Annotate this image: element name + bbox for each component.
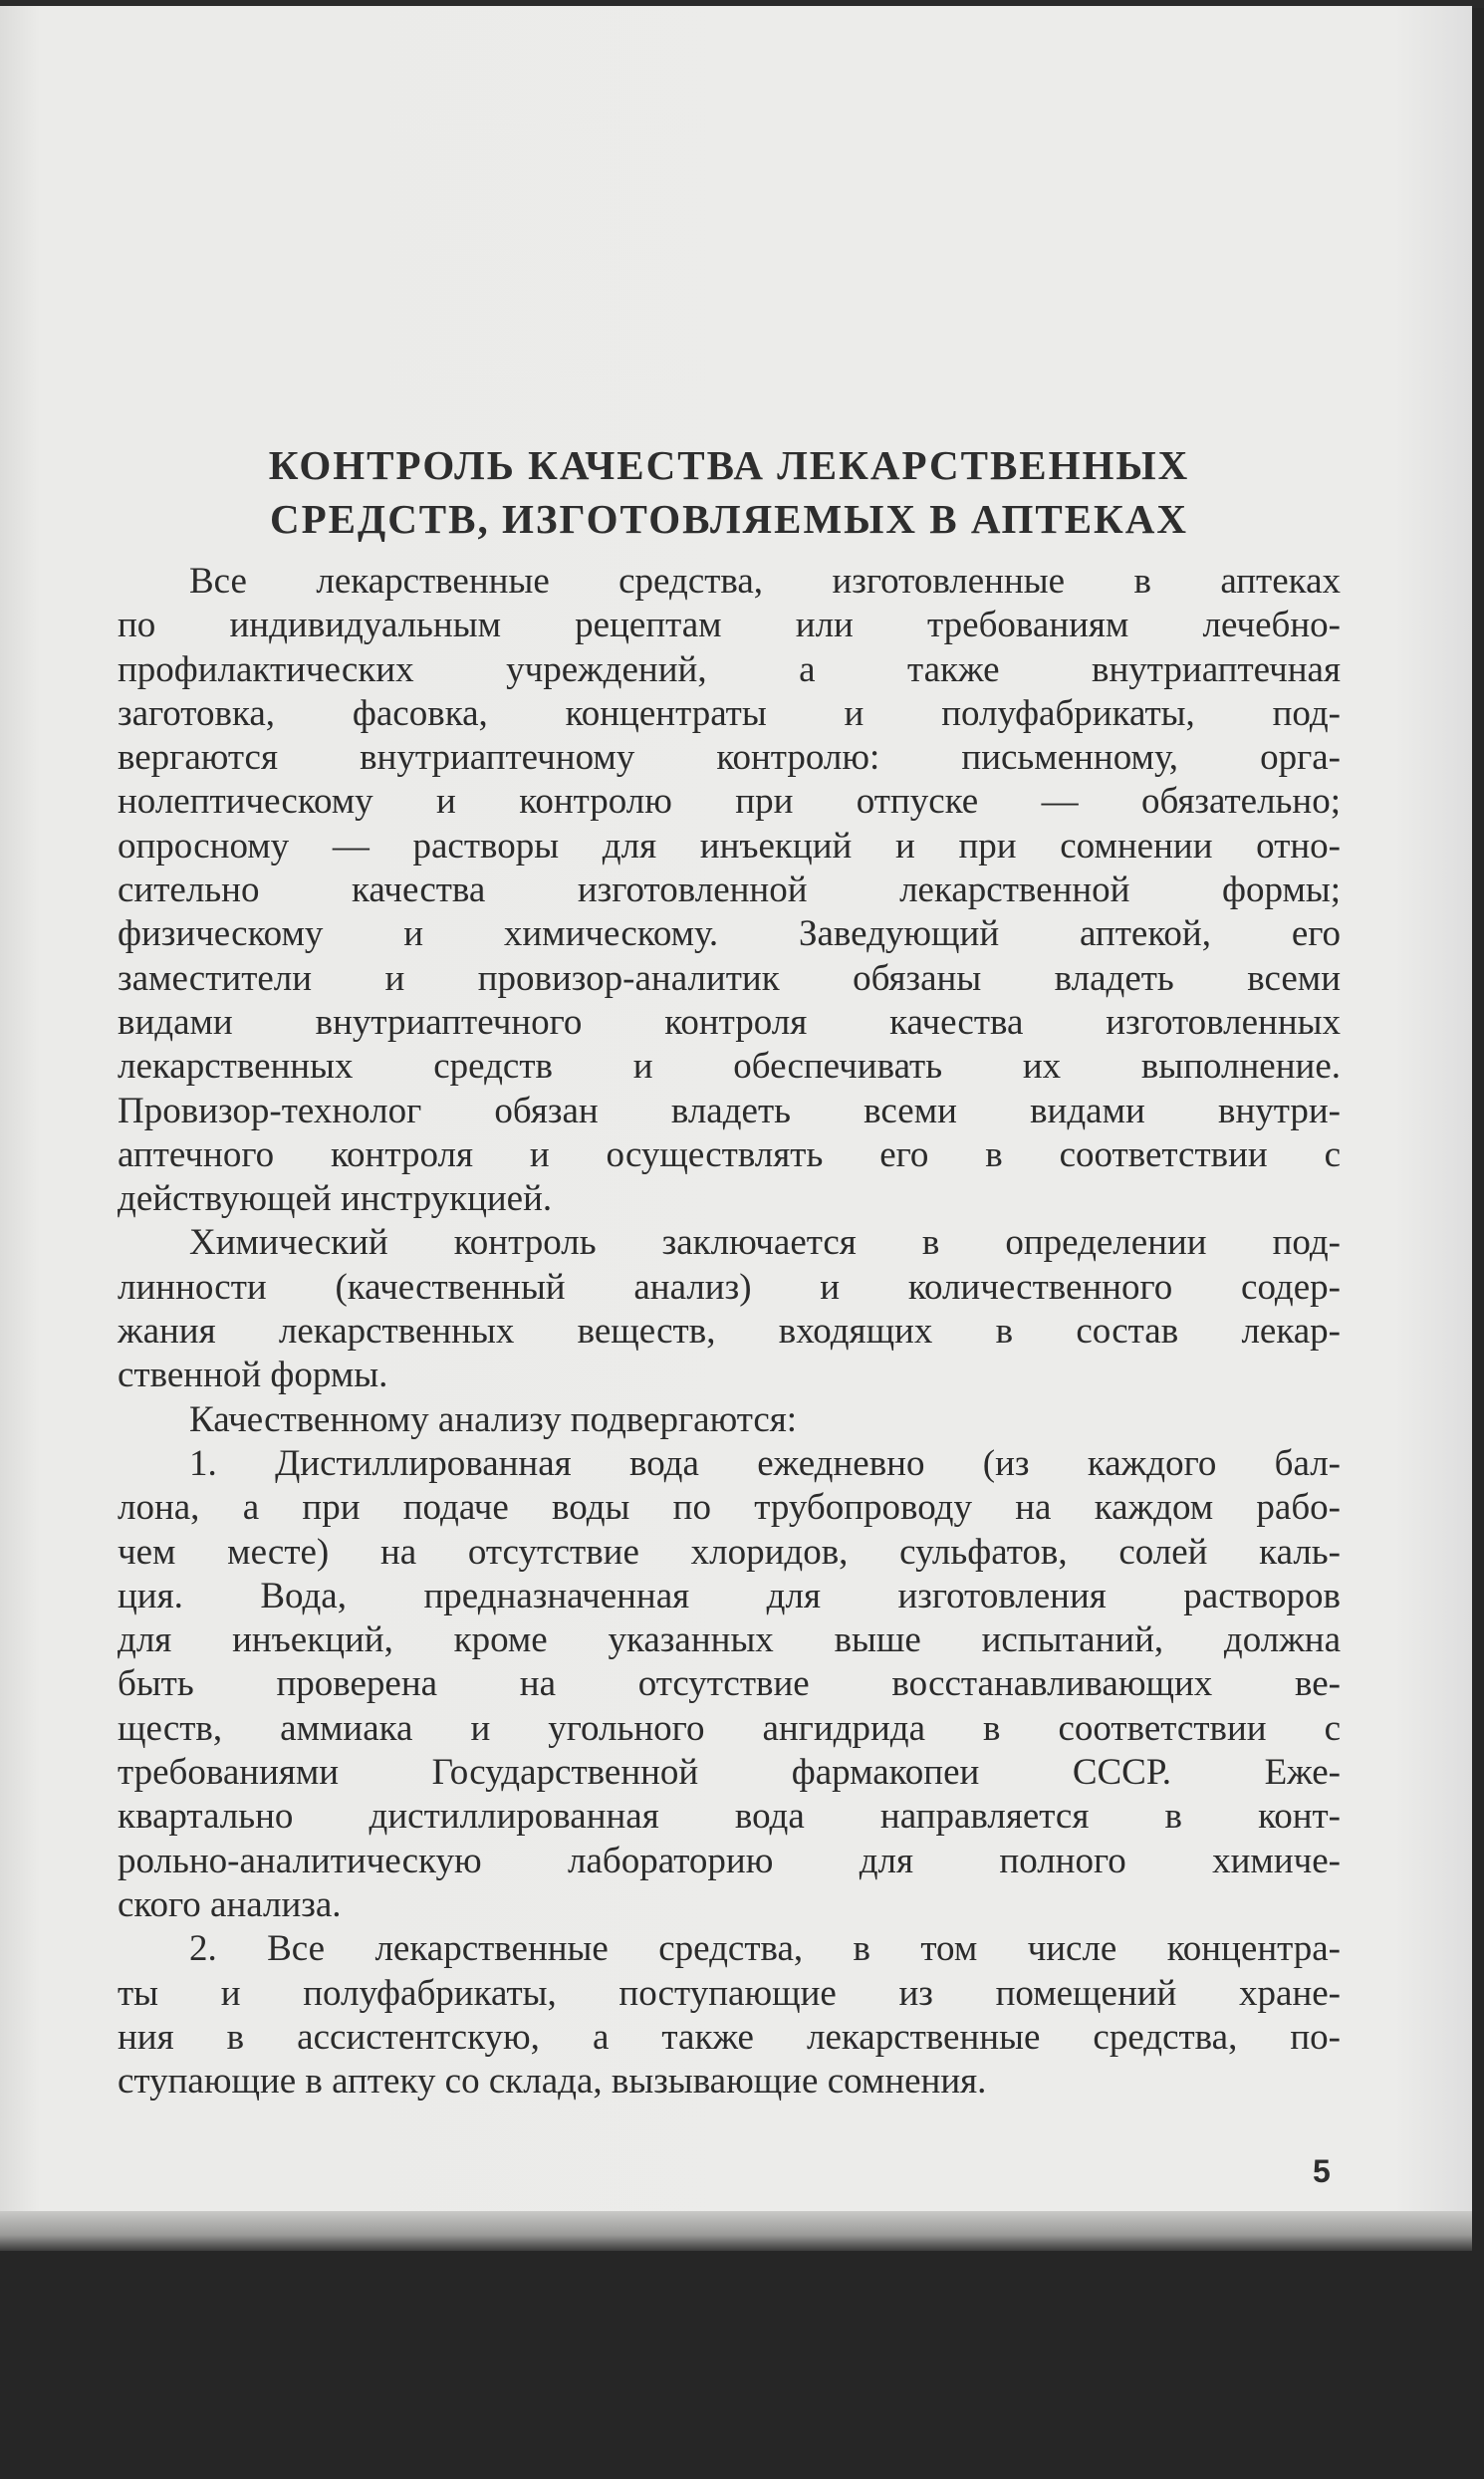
text-line: ция. Вода, предназначенная для изготовления растворов <box>118 1575 1341 1616</box>
body-text <box>118 560 1341 2104</box>
text-line: ского анализа. <box>118 1883 342 1925</box>
text-line: сительно качества изготовленной лекарственной формы; <box>118 869 1341 911</box>
text-line: Провизор-технолог обязан владеть всеми видами внутри- <box>118 1090 1341 1131</box>
text-line: заготовка, фасовка, концентраты и полуфабрикаты, под- <box>118 692 1341 734</box>
text-line: лона, а при подаче воды по трубопроводу на каждом рабо- <box>118 1487 1341 1529</box>
text-line: жания лекарственных веществ, входящих в состав лекар- <box>118 1311 1341 1353</box>
text-line: Все лекарственные средства, изготовленные в аптеках <box>189 561 1341 602</box>
paragraph <box>118 560 1341 1221</box>
page-content <box>118 438 1341 2104</box>
text-line: лекарственных средств и обеспечивать их выполнение. <box>118 1046 1341 1088</box>
text-line: заместители и провизор-аналитик обязаны владеть всеми <box>118 957 1341 999</box>
paragraph <box>118 1442 1341 1927</box>
text-line: 1. Дистиллированная вода ежедневно (из каждого бал- <box>189 1442 1341 1484</box>
paragraph <box>118 1221 1341 1397</box>
text-line: профилактических учреждений, а также внутриаптечная <box>118 648 1341 690</box>
text-line: Химический контроль заключается в определении под- <box>189 1222 1341 1264</box>
text-line: вергаются внутриаптечному контролю: письменному, орга- <box>118 737 1341 779</box>
text-line: действующей инструкцией. <box>118 1178 553 1220</box>
text-line: видами внутриаптечного контроля качества изготовленных <box>118 1001 1341 1043</box>
text-line: квартально дистиллированная вода направляется в конт- <box>118 1796 1341 1838</box>
page-bottom-shadow <box>0 2211 1472 2251</box>
text-line: ты и полуфабрикаты, поступающие из помещений хране- <box>118 1972 1341 2014</box>
page-number: 5 <box>1313 2153 1331 2189</box>
text-line: ния в ассистентскую, а также лекарственные средства, по- <box>118 2016 1341 2058</box>
title-line-1: КОНТРОЛЬ КАЧЕСТВА ЛЕКАРСТВЕННЫХ <box>268 442 1190 488</box>
text-line: Качественному анализу подвергаются: <box>189 1398 798 1440</box>
text-line: по индивидуальным рецептам или требованиям лечебно- <box>118 605 1341 646</box>
text-line: линности (качественный анализ) и количественного содер- <box>118 1266 1341 1308</box>
text-line: нолептическому и контролю при отпуске — обязательно; <box>118 781 1341 823</box>
text-line: рольно-аналитическую лабораторию для полного химиче- <box>118 1840 1341 1881</box>
text-line: ственной формы. <box>118 1355 388 1396</box>
section-title <box>118 438 1341 546</box>
text-line: ществ, аммиака и угольного ангидрида в соответствии с <box>118 1707 1341 1749</box>
text-line: быть проверена на отсутствие восстанавливающих ве- <box>118 1663 1341 1705</box>
text-line: аптечного контроля и осуществлять его в соответствии с <box>118 1133 1341 1175</box>
text-line: физическому и химическому. Заведующий аптекой, его <box>118 913 1341 955</box>
text-line: 2. Все лекарственные средства, в том числе концентра- <box>189 1928 1341 1970</box>
title-line-2: СРЕДСТВ, ИЗГОТОВЛЯЕМЫХ В АПТЕКАХ <box>269 496 1189 542</box>
text-line: ступающие в аптеку со склада, вызывающие сомнения. <box>118 2061 987 2103</box>
paragraph <box>118 1927 1341 2104</box>
text-line: требованиями Государственной фармакопеи СССР. Еже- <box>118 1752 1341 1794</box>
text-line: для инъекций, кроме указанных выше испытаний, должна <box>118 1619 1341 1661</box>
text-line: чем месте) на отсутствие хлоридов, сульфатов, солей каль- <box>118 1531 1341 1573</box>
paragraph <box>118 1398 1341 1442</box>
text-line: опросному — растворы для инъекций и при сомнении отно- <box>118 825 1341 867</box>
